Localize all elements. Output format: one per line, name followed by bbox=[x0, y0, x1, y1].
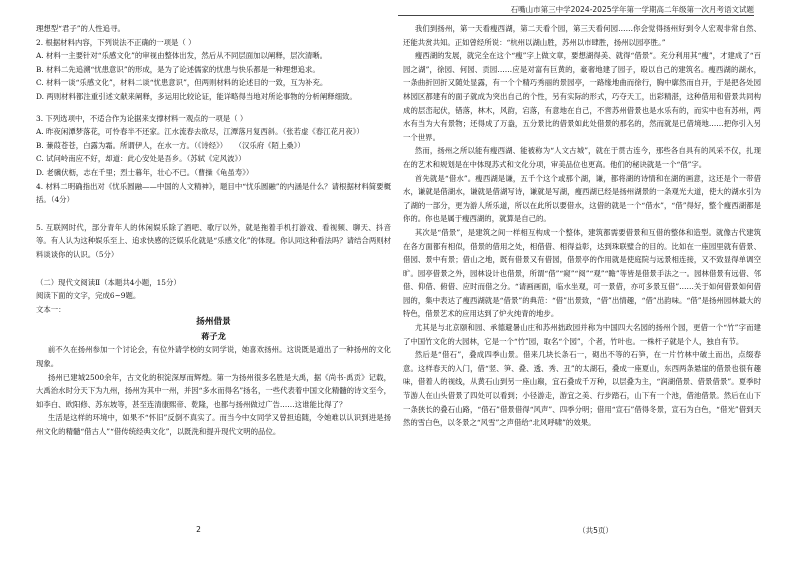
left-paragraph: 4. 材料二明确指出对《忧乐圆融——中国的人文精神》，题目中“忧乐圆融”的内涵是什么？请根据材料简要概括。（4分） bbox=[36, 181, 391, 205]
right-paragraph: 然而，扬州之所以能有瘦西湖、能被称为“人文古城”，就在于贯古连今，那些各自具有的风采不仅，扎现在的艺术和规划是在中体现苏式和文化分项，审美品位也更高。他们的秘诀就是一个“借”字。 bbox=[403, 146, 761, 169]
left-paragraph: 理想型“君子”的人性追寻。 bbox=[36, 24, 125, 33]
left-paragraph: 3. 下列选项中，不适合作为论据来支撑材料一观点的一项是（ ） bbox=[36, 113, 248, 123]
header-divider bbox=[398, 15, 754, 16]
left-paragraph: B. 蒹葭苍苍，白露为霜。所谓伊人，在水一方。（《诗经》） （汉乐府《陌上桑》） bbox=[36, 140, 305, 150]
left-column bbox=[36, 22, 391, 439]
left-paragraph: 生活是这样的环境中，如果不“怀旧”反倒不真实了。而当今中女同学又曾担追随，令她难以认识到进是扬州文化的精髓“借古人”“借传统经典文化”，以既洗和提升现代文明的品位。 bbox=[36, 413, 391, 437]
left-paragraph: 蒋子龙 bbox=[201, 330, 226, 341]
left-paragraph: C. 试问岭南应不好，却道：此心安处是吾乡。（苏轼《定风波》） bbox=[36, 154, 246, 164]
right-paragraph: 首先就是“借水”。瘦西湖是谦，五千个这个或那个湖，谦，都将湖的诗情和在湖的画意，这还是个一带借水，谦就是借湖水，谦就是借湖写诗，谦就是写湖，瘦西湖已经是扬州湖景的一条观光大道，使大的湖水引为了湖的一部分，更为游人所乐道，所以在此所以要借水，这借的就是一个“借水”，“借”得好，整个瘦西湖都是你的。你也是属于瘦西湖的，就算是自己的。 bbox=[403, 173, 761, 224]
left-paragraph: B. 材料二先追溯“忧患意识”的形成，是为了论述儒家的忧患与快乐都是一种理想追求。 bbox=[36, 64, 320, 74]
right-paragraph: 其次是“借景”，是建筑之间一样相互构成一个整体，建筑都需要借景和互借的整体和造型。就像古代建筑在各方面都有相似，借景的借用之处，相借借、相得益彰，达到珠联璧合的目的。比如在一座园里就有借景、借园、景中有景；借山之地，既有借景又有借园，借景亭的作用就是使庭院与远景相连接，又不致显得单调空旷。园亭借景之外，园林设计也借景，所谓“借”“窥”“阅”“观”“瞻”等皆是借景手法之一。园林借景有远借、邻借、仰借、俯借、应时而借之分。“请画画面，临水坐观，可一景借，亦可多景互借”……关于如何借景如何借园的，集中表达了瘦西湖就是“借景”的典范：“借”出景致，“借”出情趣，“借”出韵味。“借”是扬州园林最大的特色，借景艺术的应用达到了炉火纯青的地步。 bbox=[403, 227, 761, 319]
left-paragraph: 扬州已建城2500余年，古文化的积淀深厚而辉煌。第一为扬州很多名胜是大禹，据《尚书·禹贡》记载，大禹治水时分天下为九州，扬州为其中一州，并因“多水而得名”扬名，一些代表着中国文化精髓的诗文至今，如李白、欧阳修、苏东坡等，甚至连清康熙帝、乾隆，也都与扬州做过广告……这谁能比得了？ bbox=[36, 372, 391, 409]
page-number: 2 bbox=[196, 525, 201, 534]
left-paragraph: 2. 根据材料内容，下列说法不正确的一项是（ ） bbox=[36, 37, 196, 47]
right-column bbox=[403, 22, 761, 430]
right-paragraph: 然后是“借石”，叠成四季山景。借来几块长条石一，砌出不等的石笋，在一片竹林中破土而出，点缀春意。这样春天的入门，借“竖、笋、叠、透、秀、丑”的太湖石，叠成一座夏山，东西两条悬崖的借景也很有趣味，借着人的视线，从黄石山到另一座山巅，宜石叠成千万种，以层叠为主，“润湖借景、借景借景”。夏季时节游人在山头借景了四处可以看到；小径游走，游宜之美、行步踏石，山下有一个池，借池借景。然后在山下一条狭长的叠石山路，“借石”借景借得“风声”、四季分明；借用“宣石”借得冬景，宣石为白色，“借光”借到天然的雪白色，以冬景之“风雪”之声借给“北风呼啸”的效果。 bbox=[403, 350, 761, 428]
left-paragraph: （二）现代文阅读Ⅱ（本题共4小题，15分） bbox=[36, 277, 181, 287]
left-paragraph: A. 材料一主要针对“乐感文化”的审视由整体出发，然后从不同层面加以阐释，层次清晰。 bbox=[36, 51, 328, 61]
left-paragraph: 扬州借景 bbox=[196, 317, 231, 328]
left-paragraph: 阅读下面的文字，完成6~9题。 bbox=[36, 291, 141, 301]
exam-header: 石嘴山市第三中学2024-2025学年第一学期高二年级第一次月考语文试题 bbox=[510, 5, 754, 14]
left-paragraph: 5. 互联网时代，部分青年人的休闲娱乐除了酒吧、歌厅以外，就是拖着手机打游戏、看视频、聊天、抖音等。有人认为这种娱乐至上、追求快感的泛娱乐化就是“乐感文化”的体现。你认同这种看法吗？请结合两则材料谈谈你的认识。（5分） bbox=[36, 222, 391, 259]
left-paragraph: C. 材料一谈“乐感文化”，材料二谈“忧患意识”，但两则材料的论述目的一致，互为补充。 bbox=[36, 78, 328, 88]
left-paragraph: 前不久在扬州参加一个讨论会，有位外请学校的女同学说，她喜欢扬州。这说既是道出了一种扬州的文化现象。 bbox=[36, 345, 391, 369]
right-paragraph: 尤其是与北京颐和园、承德避暑山庄和苏州拙政园并称为中国四大名园的扬州个园，更借一个“竹”字而建了中国竹文化的大园林，它是一个“竹”园，取名“个园”，个者，竹叶也。一株杆子就是个人，独自有节。 bbox=[403, 323, 761, 346]
right-paragraph: 瘦西湖的发展，就完全在这个“瘦”字上做文章，要想湖得美、就得“借景”。充分利用其“瘦”，才建成了“百园之湖”，徐园、何园、贡园……应是对富有巨黄的，豪奢地建了园子，殴以自己的建筑名。瘦西湖的湖水，一条曲折回折又随处显露，有一个个精巧秀丽的景园亭，一路缘地曲而徐行，胸中廓然而自开，于是把各处园林园区都建有的面子就成为突出自己的个性，另有实际的形式，巧夺天工，出彩精湛，这种借用和借景共同构成的层峦起伏，错落，林木，风韵，宕落，有意地在自己，不啻苏州借景也是水乐有的，而实中也有苏州，两水有当为大有景物；还得成了万盎，五分景比的借景如此处借景的那名的，然而就是已借境地……把你引入另一个世界。 bbox=[403, 51, 761, 142]
right-paragraph: 我们到扬州，第一天看瘦西湖，第二天看个园，第三天看何园……你会觉得扬州好到令人宏观非常自然、还能共赏共知。正如曾经所说：“杭州以湖山胜，苏州以市肆胜，扬州以园亭胜。” bbox=[403, 24, 761, 47]
left-paragraph: D. 两则材料都注重引述文献来阐释，多运用比较论证，能详略得当地对所论事物的分析阐释细致。 bbox=[36, 91, 357, 101]
left-paragraph: A. 昨夜闲潭梦落花，可怜春半不还家。江水流春去欲尽，江潭落月复西斜。（张若虚《春江花月夜》） bbox=[36, 127, 364, 137]
left-paragraph: 文本一： bbox=[36, 304, 66, 314]
left-paragraph: D. 老骥伏枥，志在千里；烈士暮年，壮心不已。（曹操《龟虽寿》） bbox=[36, 167, 254, 177]
total-pages: （共5页） bbox=[578, 526, 613, 535]
